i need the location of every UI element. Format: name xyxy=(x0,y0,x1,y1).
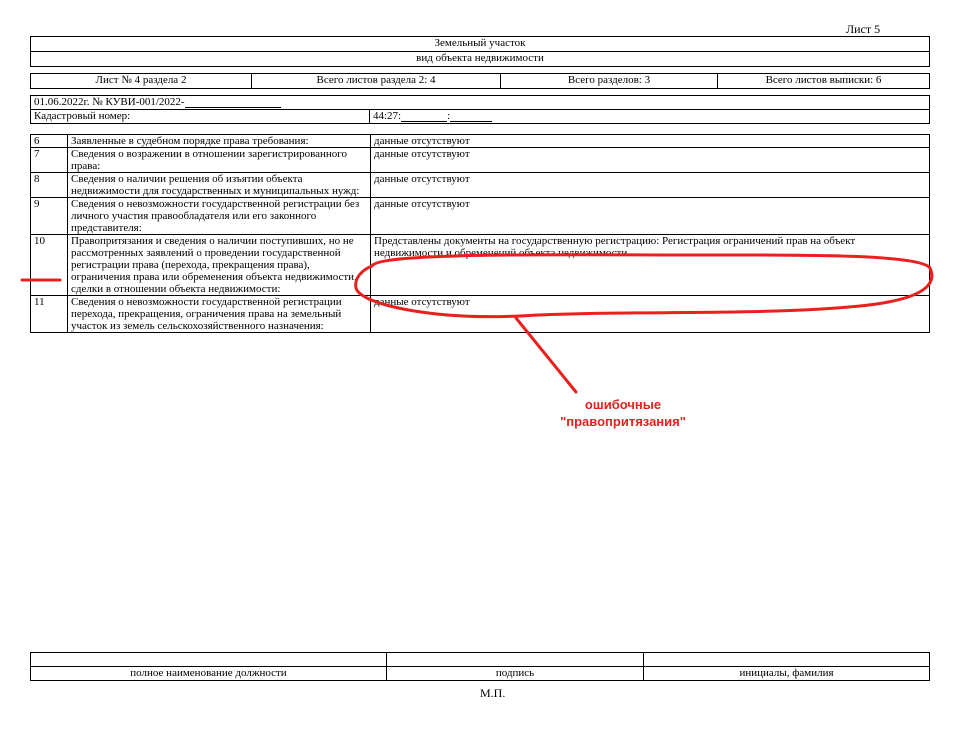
position-blank xyxy=(31,653,387,667)
annotation-line-2: "правопритязания" xyxy=(560,414,686,429)
sheet-of-section: Лист № 4 раздела 2 xyxy=(31,74,252,89)
row-value: данные отсутствуют xyxy=(371,135,930,148)
row-value: данные отсутствуют xyxy=(371,173,930,198)
total-sections: Всего разделов: 3 xyxy=(501,74,718,89)
row-number: 11 xyxy=(31,296,68,333)
row-number: 7 xyxy=(31,148,68,173)
stamp-place: М.П. xyxy=(480,686,506,700)
cadastral-value: 44:27: xyxy=(373,110,402,122)
total-sheets-section: Всего листов раздела 2: 4 xyxy=(252,74,501,89)
row-number: 6 xyxy=(31,135,68,148)
row-label: Сведения о невозможности государственной регистрации без личного участия правообладателя или его законного представителя: xyxy=(68,198,371,235)
row-value: данные отсутствуют xyxy=(371,148,930,173)
name-blank xyxy=(644,653,930,667)
object-kind: вид объекта недвижимости xyxy=(31,52,930,67)
name-label: инициалы, фамилия xyxy=(644,667,930,681)
row-number: 10 xyxy=(31,235,68,296)
signature-table xyxy=(30,652,930,681)
highlight-ellipse xyxy=(356,255,932,317)
cadastral-label: Кадастровый номер: xyxy=(31,110,370,124)
row-label: Сведения о наличии решения об изъятии объекта недвижимости для государственных и муниципальных нужд: xyxy=(68,173,371,198)
annotation-line-1: ошибочные xyxy=(584,397,662,412)
row-value: Представлены документы на государственную регистрацию: Регистрация ограничений прав на объект недвижимости и обременений объекта недвижимости xyxy=(371,235,930,296)
signature-blank xyxy=(387,653,644,667)
total-sheets-extract: Всего листов выписки: 6 xyxy=(718,74,930,89)
row-label: Сведения о невозможности государственной регистрации перехода, прекращения, ограничения права на земельный участок из земель сельскохозяйственного назначения: xyxy=(68,296,371,333)
date-number: 01.06.2022г. № КУВИ-001/2022- xyxy=(34,96,185,108)
pointer-line xyxy=(516,318,576,392)
row-number: 8 xyxy=(31,173,68,198)
signature-label: подпись xyxy=(387,667,644,681)
row-label: Заявленные в судебном порядке права требования: xyxy=(68,135,371,148)
row-label: Сведения о возражении в отношении зарегистрированного права: xyxy=(68,148,371,173)
cadastral-sep: : xyxy=(447,110,451,122)
sheet-number: Лист 5 xyxy=(846,22,881,36)
row-value: данные отсутствуют xyxy=(371,296,930,333)
row-value: данные отсутствуют xyxy=(371,198,930,235)
annotation-label xyxy=(548,396,698,430)
object-type: Земельный участок xyxy=(31,37,930,52)
position-label: полное наименование должности xyxy=(31,667,387,681)
row-label: Правопритязания и сведения о наличии поступивших, но не рассмотренных заявлений о проведении государственной регистрации права (перехода, прекращения права), ограничения права или обременения объекта недвижимости, сделки в отношении объекта недвижимости: xyxy=(68,235,371,296)
row-number: 9 xyxy=(31,198,68,235)
